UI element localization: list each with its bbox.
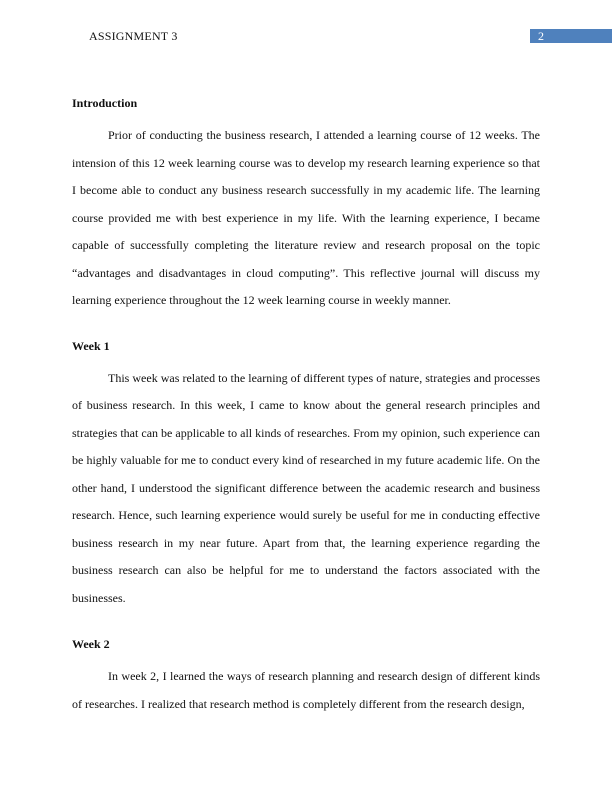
section-heading-week-1: Week 1 xyxy=(72,338,110,353)
document-body xyxy=(72,96,540,718)
paragraph-introduction: Prior of conducting the business research, I attended a learning course of 12 weeks. The intension of this 12 week learning course was to develop my research learning experience so that I become able to conduct any business research successfully in my academic life. The learning course provided me with best experience in my life. With the learning experience, I became capable of successfully completing the literature review and research proposal on the topic “advantages and disadvantages in cloud computing”. This reflective journal will discuss my learning experience throughout the 12 week learning course in weekly manner. xyxy=(72,128,540,307)
section-spacer xyxy=(72,612,540,637)
running-head: ASSIGNMENT 3 xyxy=(89,29,178,43)
paragraph-week-1: This week was related to the learning of different types of nature, strategies and processes of business research. In this week, I came to know about the general research principles and strategies that can be applicable to all kinds of researches. From my opinion, such experience can be highly valuable for me to conduct every kind of researched in my future academic life. On the other hand, I understood the significant difference between the academic research and business research. Hence, such learning experience would surely be useful for me in conducting effective business research in my near future. Apart from that, the learning experience regarding the business research can also be helpful for me to understand the factors associated with the businesses. xyxy=(72,370,540,605)
paragraph-week-2: In week 2, I learned the ways of research planning and research design of different kinds of researches. I realized that research method is completely different from the research design, xyxy=(72,669,540,711)
section-spacer xyxy=(72,315,540,339)
section-heading-week-2: Week 2 xyxy=(72,637,110,651)
page-number: 2 xyxy=(530,29,612,43)
section-heading-introduction: Introduction xyxy=(72,96,138,110)
